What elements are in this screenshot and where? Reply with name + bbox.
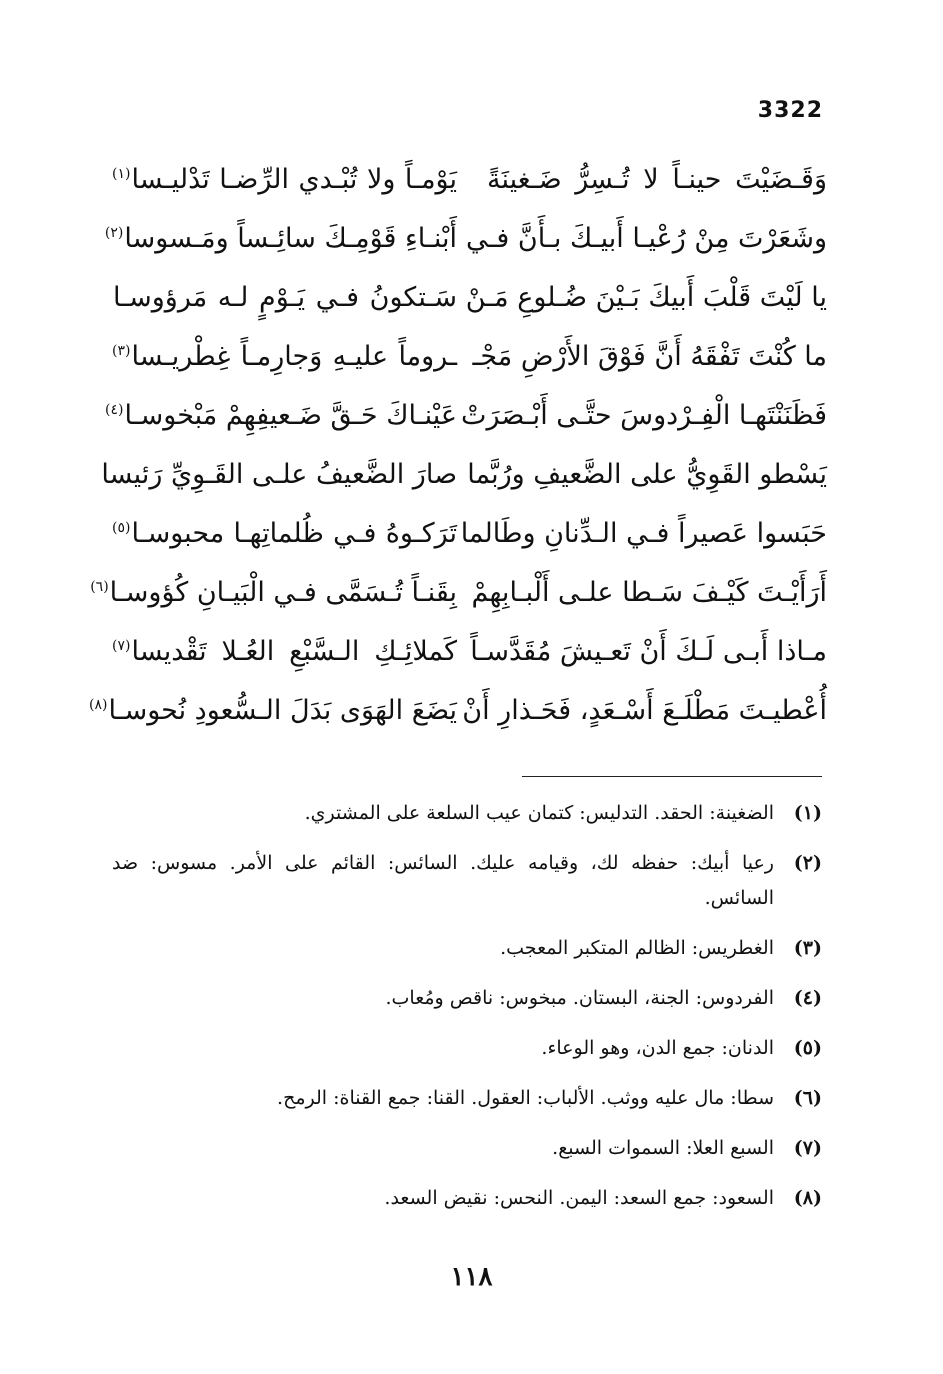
footnote-number: (٣): [793, 937, 822, 959]
footnote-separator: [522, 776, 822, 777]
footnote-item: [112, 1131, 822, 1166]
footnote-number: (٢): [793, 852, 822, 874]
poem-verse: [112, 504, 827, 563]
verse-first-hemistich: يا لَيْتَ قَلْبَ أَبيكَ بَـيْنَ ضُـلوعِ مَـنْ: [465, 282, 827, 313]
footnote-reference: (٢): [104, 225, 124, 241]
verse-first-hemistich: حَبَسوا عَصيراً فـي الـدِّنانِ وطَالما: [460, 518, 827, 549]
verse-first-hemistich: وشَعَرْتَ مِنْ رُعْيـا أَبيـكَ بـأَنَّ فـي: [466, 223, 827, 254]
poem-verse: [104, 209, 827, 268]
footnote-text: الغطريس: الظالم المتكبر المعجب.: [500, 937, 774, 959]
footnote-reference: (٦): [90, 579, 109, 595]
hemistich-text: عَيْنـاكَ حَـقَّ ضَـعيفِهِمْ مَبْخوسـا: [124, 400, 457, 431]
footnote-text: الدنان: جمع الدن، وهو الوعاء.: [541, 1037, 774, 1059]
footnote-text: الضغينة: الحقد. التدليس: كتمان عيب السلعة على المشتري.: [304, 802, 774, 824]
verse-first-hemistich: فَظَنَنْتَهـا الْفِـرْدوسَ حتَّـى أَبْـصَرَتْ: [461, 400, 827, 431]
footnote-item: [112, 846, 822, 916]
footnote-item: [112, 1081, 822, 1116]
hemistich-text: تَرَكـوهُ فـي ظُلماتِهـا محبوسـا: [131, 518, 457, 549]
poem-verse: [88, 681, 827, 740]
hemistich-text: ـروماً عليـهِ وَجارِمـاً غِطْريـسا: [131, 341, 457, 372]
footnote-text: الفردوس: الجنة، البستان. مبخوس: ناقص ومُعاب.: [385, 987, 774, 1009]
poem-verse: [101, 445, 827, 504]
hemistich-text: صارَ الضَّعيفُ علـى القَـوِيِّ رَئيسا: [101, 459, 457, 490]
footnote-text: رعيا أبيك: حفظه لك، وقيامه عليك. السائس: القائم على الأمر. مسوس: ضد السائس.: [112, 852, 774, 909]
footnote-number: (٦): [793, 1087, 822, 1109]
footnote-item: [112, 1181, 822, 1216]
footnote-reference: (٣): [112, 343, 131, 359]
page-reference-number: 3322: [757, 98, 823, 123]
verse-second-hemistich: [112, 164, 457, 195]
verse-second-hemistich: [105, 400, 457, 431]
hemistich-text: بِقَنـاً تُـسَمَّى فـي الْبَيـانِ كُؤوسـا: [109, 577, 457, 608]
verse-first-hemistich: ما كُنْتَ تَفْقَهُ أَنَّ فَوْقَ الأَرْضِ مَجْـ: [472, 341, 827, 372]
footnote-text: السبع العلا: السموات السبع.: [552, 1137, 774, 1159]
footnote-reference: (٤): [105, 402, 124, 418]
verse-first-hemistich: وَقَـضَيْتَ حينـاً لا تُـسِرُّ ضَـغينَةً: [487, 164, 827, 195]
footnote-number: (٥): [793, 1037, 822, 1059]
poem-verse: [90, 563, 827, 622]
hemistich-text: يَضَعَ الهَوَى بَدَلَ الـسُّعودِ نُحوسـا: [108, 695, 457, 726]
footnote-number: (٨): [793, 1187, 822, 1209]
poem-verse: [112, 622, 827, 681]
footnote-reference: (١): [112, 166, 131, 182]
footnote-item: [112, 931, 822, 966]
footnote-number: (٧): [793, 1137, 822, 1159]
verse-second-hemistich: [112, 282, 457, 313]
verse-first-hemistich: مـاذا أَبـى لَـكَ أَنْ تَعـيشَ مُقَدَّسـاً: [470, 636, 827, 667]
hemistich-text: أَبْنـاءِ قَوْمِـكَ سائِـساً ومَـسوسا: [124, 223, 457, 254]
verse-first-hemistich: أَرَأَيْـتَ كَيْـفَ سَـطا علـى أَلْبـابِهِمْ: [471, 577, 827, 608]
verse-second-hemistich: [88, 695, 457, 726]
hemistich-text: سَـتكونُ فـي يَـوْمٍ لـه مَرؤوسـا: [113, 282, 457, 313]
footnote-text: السعود: جمع السعد: اليمن. النحس: نقيض السعد.: [384, 1187, 774, 1209]
verse-first-hemistich: أُعْطيـتَ مَطْلَـعَ أَسْـعَدٍ، فَحَـذارِ أَنْ: [462, 695, 827, 726]
poem-verse: [112, 150, 827, 209]
poem-verse: [112, 327, 827, 386]
footnote-item: [112, 981, 822, 1016]
footnote-reference: (٨): [88, 697, 108, 713]
page-number: ١١٨: [450, 1262, 493, 1292]
verse-second-hemistich: [112, 636, 457, 667]
poem: [88, 150, 827, 740]
verse-first-hemistich: يَسْطو القَوِيُّ على الضَّعيفِ ورُبَّما: [467, 459, 827, 490]
footnote-text: سطا: مال عليه ووثب. الألباب: العقول. القنا: جمع القناة: الرمح.: [277, 1087, 774, 1109]
footnote-reference: (٧): [112, 638, 131, 654]
hemistich-text: يَوْمـاً ولا تُبْـدي الرِّضـا تَدْليـسا: [131, 164, 457, 195]
poem-verse: [105, 386, 827, 445]
footnotes: [112, 796, 822, 1231]
footnote-number: (٤): [793, 987, 822, 1009]
verse-second-hemistich: [112, 341, 457, 372]
footnote-number: (١): [793, 802, 822, 824]
poem-verse: [112, 268, 827, 327]
footnote-item: [112, 1031, 822, 1066]
verse-second-hemistich: [104, 223, 457, 254]
hemistich-text: كَملائِـكِ الـسَّبْعِ العُـلا تَقْديسا: [131, 636, 457, 667]
verse-second-hemistich: [90, 577, 457, 608]
footnote-reference: (٥): [112, 520, 131, 536]
verse-second-hemistich: [112, 518, 457, 549]
footnote-item: [112, 796, 822, 831]
verse-second-hemistich: [101, 459, 457, 490]
